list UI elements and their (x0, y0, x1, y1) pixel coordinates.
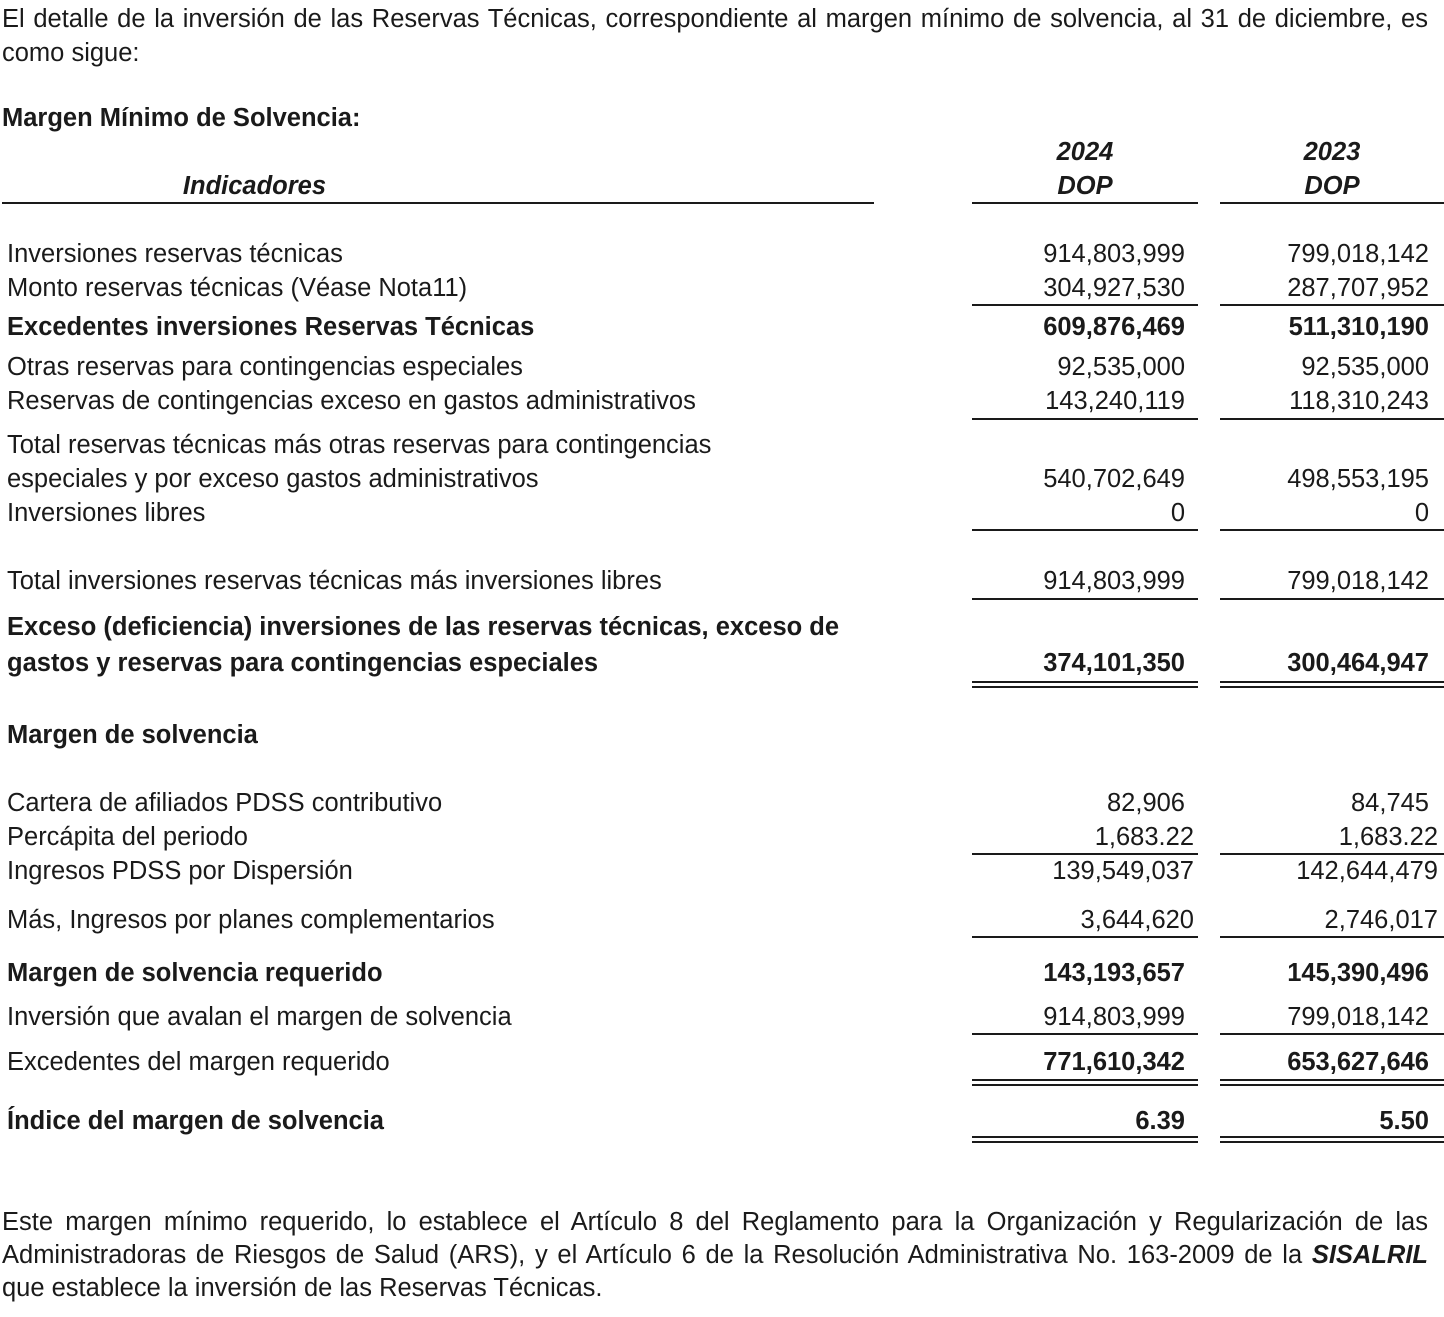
row-value-2024: 1,683.22 (1094, 823, 1194, 851)
row-value-2024: 374,101,350 (1043, 649, 1185, 677)
margen-section-title: Margen de solvencia (7, 721, 258, 749)
subtotal-rule (972, 936, 1198, 938)
total-double-rule (972, 1136, 1198, 1138)
row-value-2024: 3,644,620 (1080, 906, 1194, 934)
subtotal-rule (1220, 529, 1444, 531)
header-currency-2024: DOP (1057, 172, 1113, 200)
row-value-2024: 143,240,119 (1045, 387, 1185, 415)
row-label: Margen de solvencia requerido (7, 959, 383, 987)
subtotal-rule (972, 853, 1198, 855)
row-value-2023: 84,745 (1351, 789, 1429, 817)
subtotal-rule (972, 598, 1198, 600)
row-value-2024: 6.39 (1135, 1107, 1185, 1135)
row-label-line2: especiales y por exceso gastos administrativos (7, 465, 539, 493)
subtotal-rule (972, 529, 1198, 531)
row-label: Ingresos PDSS por Dispersión (7, 857, 353, 885)
subtotal-rule (1220, 418, 1444, 420)
row-value-2023: 145,390,496 (1287, 959, 1429, 987)
total-double-rule (972, 681, 1198, 683)
row-value-2024: 914,803,999 (1043, 1003, 1185, 1031)
row-value-2024: 0 (1170, 499, 1185, 527)
row-value-2023: 118,310,243 (1289, 387, 1429, 415)
row-label: Inversiones libres (7, 499, 206, 527)
subtotal-rule (972, 304, 1198, 306)
subtotal-rule (1220, 936, 1444, 938)
row-value-2023: 498,553,195 (1287, 465, 1429, 493)
row-value-2023: 2,746,017 (1324, 906, 1438, 934)
header-currency-2023: DOP (1304, 172, 1360, 200)
row-label: Inversión que avalan el margen de solvencia (7, 1003, 512, 1031)
header-rule-label (2, 202, 874, 204)
total-double-rule (1220, 681, 1444, 683)
row-label-line1: Total reservas técnicas más otras reservas para contingencias (7, 431, 712, 459)
row-label: Percápita del periodo (7, 823, 248, 851)
row-label: Cartera de afiliados PDSS contributivo (7, 789, 443, 817)
header-year-2023: 2023 (1303, 138, 1361, 166)
row-label-line1: Exceso (deficiencia) inversiones de las reservas técnicas, exceso de (7, 613, 840, 641)
row-value-2023: 300,464,947 (1287, 649, 1429, 677)
subtotal-rule (1220, 1033, 1444, 1035)
row-label-line2: gastos y reservas para contingencias especiales (7, 649, 599, 677)
header-year-2024: 2024 (1056, 138, 1114, 166)
footer-text-end: que establece la inversión de las Reservas Técnicas. (2, 1274, 603, 1302)
total-double-rule (1220, 1079, 1444, 1081)
row-value-2023: 799,018,142 (1287, 1003, 1429, 1031)
row-value-2024: 540,702,649 (1043, 465, 1185, 493)
footer-emphasis: SISALRIL (1311, 1241, 1429, 1269)
section-title: Margen Mínimo de Solvencia: (2, 104, 361, 132)
row-label: Excedentes inversiones Reservas Técnicas (7, 313, 535, 341)
row-label: Monto reservas técnicas (Véase Nota11) (7, 274, 468, 302)
subtotal-rule (1220, 304, 1444, 306)
row-label: Otras reservas para contingencias especiales (7, 353, 523, 381)
row-value-2023: 653,627,646 (1287, 1048, 1429, 1076)
row-label: Más, Ingresos por planes complementarios (7, 906, 495, 934)
subtotal-rule (1220, 853, 1444, 855)
row-value-2024: 914,803,999 (1043, 240, 1185, 268)
row-value-2023: 287,707,952 (1287, 274, 1429, 302)
row-value-2024: 304,927,530 (1043, 274, 1185, 302)
row-value-2024: 914,803,999 (1043, 567, 1185, 595)
row-value-2023: 142,644,479 (1296, 857, 1438, 885)
intro-paragraph: El detalle de la inversión de las Reservas Técnicas, correspondiente al margen mínimo de solvencia, al 31 de diciembre, es como sigue: (2, 5, 1428, 67)
row-value-2023: 799,018,142 (1287, 240, 1429, 268)
row-value-2023: 92,535,000 (1301, 353, 1429, 381)
row-value-2024: 609,876,469 (1043, 313, 1185, 341)
row-value-2023: 5.50 (1379, 1107, 1429, 1135)
header-rule-2024 (972, 202, 1198, 204)
header-indicadores: Indicadores (182, 172, 327, 200)
subtotal-rule (972, 1033, 1198, 1035)
footer-text: Este margen mínimo requerido, lo establece el Artículo 8 del Reglamento para la Organización y Regularización de las Administradoras de Riesgos de Salud (ARS), y el Artículo 6 de la Resolución Administrativa No. 163-2009 de la (2, 1208, 1428, 1269)
row-label: Inversiones reservas técnicas (7, 240, 343, 268)
row-value-2024: 92,535,000 (1057, 353, 1185, 381)
subtotal-rule (1220, 598, 1444, 600)
row-value-2023: 1,683.22 (1338, 823, 1438, 851)
row-value-2024: 82,906 (1107, 789, 1185, 817)
total-double-rule (1220, 1136, 1444, 1138)
row-value-2024: 139,549,037 (1052, 857, 1194, 885)
row-value-2024: 771,610,342 (1043, 1048, 1185, 1076)
row-value-2023: 511,310,190 (1288, 313, 1429, 341)
subtotal-rule (972, 418, 1198, 420)
header-rule-2023 (1220, 202, 1444, 204)
row-label: Índice del margen de solvencia (7, 1107, 384, 1135)
footer-paragraph (2, 1206, 1428, 1305)
row-value-2023: 799,018,142 (1287, 567, 1429, 595)
row-value-2024: 143,193,657 (1043, 959, 1185, 987)
row-value-2023: 0 (1414, 499, 1429, 527)
total-double-rule (972, 1079, 1198, 1081)
row-label: Total inversiones reservas técnicas más inversiones libres (7, 567, 662, 595)
row-label: Reservas de contingencias exceso en gastos administrativos (7, 387, 696, 415)
row-label: Excedentes del margen requerido (7, 1048, 390, 1076)
